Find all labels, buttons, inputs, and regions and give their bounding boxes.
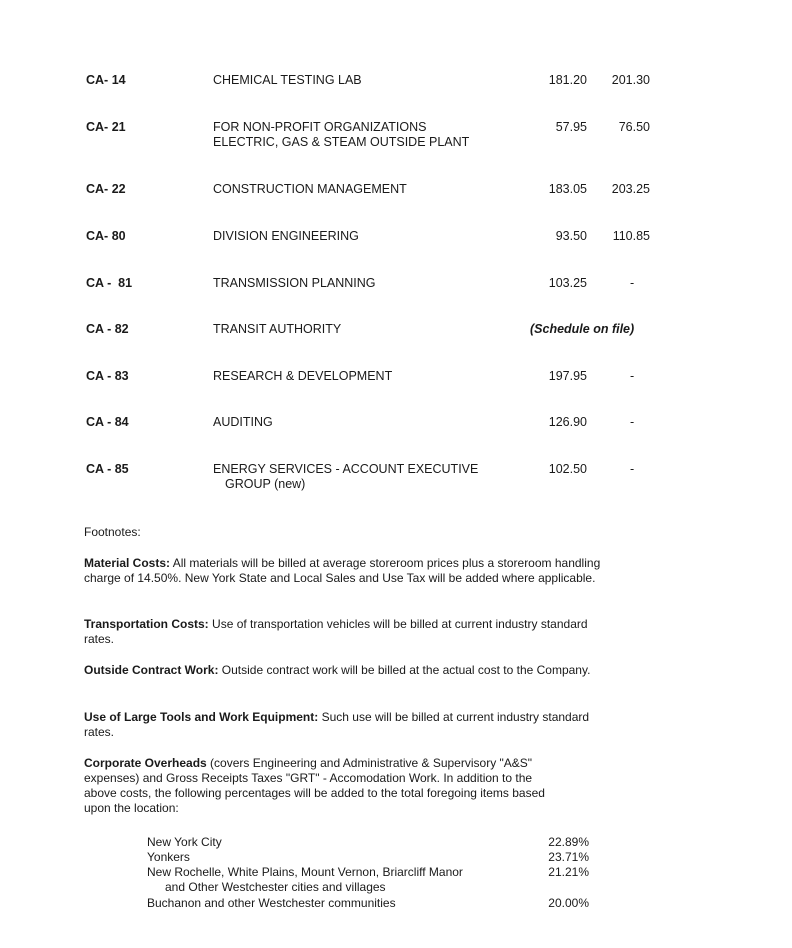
- location-name: Yonkers: [147, 850, 190, 864]
- rate-code: CA - 84: [86, 415, 129, 429]
- rate-code: CA- 14: [86, 73, 126, 87]
- rate-value-1: 126.90: [548, 415, 587, 429]
- rate-value-2: -: [630, 276, 635, 290]
- footnote-material-costs: [84, 556, 604, 586]
- location-name: New York City: [147, 835, 222, 849]
- footnote-text: Such use will be billed at current industry standard rates.: [84, 710, 590, 739]
- footnote-title: Material Costs:: [84, 556, 171, 570]
- footnote-text: Use of transportation vehicles will be billed at current industry standard rates.: [84, 617, 588, 646]
- rate-description: FOR NON-PROFIT ORGANIZATIONS ELECTRIC, GAS & STEAM OUTSIDE PLANT: [213, 120, 470, 149]
- location-name: Buchanon and other Westchester communities: [147, 896, 396, 910]
- rate-value-2: 110.85: [612, 229, 650, 243]
- rate-description: CONSTRUCTION MANAGEMENT: [213, 182, 407, 196]
- footnote-text: All materials will be billed at average storeroom prices plus a storeroom handling charge of 14.50%. New York State and Local Sales and Use Tax will be added where applicable.: [84, 556, 601, 585]
- schedule-note: (Schedule on file): [530, 322, 635, 336]
- location-percentage: 20.00%: [548, 896, 589, 910]
- rate-row: [0, 120, 792, 160]
- rate-value-2: 201.30: [611, 73, 650, 87]
- rate-value-1: 93.50: [555, 229, 587, 243]
- rate-value-1: 183.05: [548, 182, 587, 196]
- rate-code: CA - 83: [86, 369, 129, 383]
- footnote-title: Outside Contract Work:: [84, 663, 219, 677]
- rate-value-2: -: [630, 415, 635, 429]
- rate-description: RESEARCH & DEVELOPMENT: [213, 369, 393, 383]
- rate-row: [0, 276, 792, 316]
- footnote-title: Transportation Costs:: [84, 617, 209, 631]
- footnote-text: (covers Engineering and Administrative & Supervisory "A&S" expenses) and Gross Receipts Taxes "GRT" - Accomodation Work. In addition to the above costs, the following percentages will be added to the total foregoing items based upon the location:: [84, 756, 545, 815]
- rate-code: CA - 82: [86, 322, 129, 336]
- rate-code: CA- 80: [86, 229, 126, 243]
- footnote-transportation-costs: [84, 617, 604, 647]
- rate-code: CA- 21: [86, 120, 126, 134]
- footnote-title: Use of Large Tools and Work Equipment:: [84, 710, 319, 724]
- location-percentage: 23.71%: [548, 850, 589, 864]
- location-name-continued: and Other Westchester cities and villages: [165, 880, 386, 894]
- rate-row: [0, 369, 792, 409]
- rate-value-1: 103.25: [548, 276, 587, 290]
- footnote-outside-contract-work: [84, 663, 604, 678]
- rate-description: AUDITING: [213, 415, 273, 429]
- rate-row: [0, 73, 792, 113]
- rate-row: [0, 462, 792, 502]
- rate-description: ENERGY SERVICES - ACCOUNT EXECUTIVE GROUP (new): [213, 462, 479, 491]
- rate-description: TRANSIT AUTHORITY: [213, 322, 342, 336]
- rate-code: CA - 81: [86, 276, 133, 290]
- footnote-corporate-overheads: [84, 756, 554, 816]
- rate-code: CA- 22: [86, 182, 126, 196]
- footnote-title: Corporate Overheads: [84, 756, 207, 770]
- rate-description: TRANSMISSION PLANNING: [213, 276, 376, 290]
- rate-row: [0, 229, 792, 269]
- location-percentage: 22.89%: [548, 835, 589, 849]
- rate-value-2: 76.50: [618, 120, 650, 134]
- rate-row: [0, 415, 792, 455]
- rate-value-2: -: [630, 369, 635, 383]
- rate-value-1: 181.20: [548, 73, 587, 87]
- rate-description: CHEMICAL TESTING LAB: [213, 73, 362, 87]
- location-name: New Rochelle, White Plains, Mount Vernon, Briarcliff Manor: [147, 865, 463, 879]
- footnotes-heading: Footnotes:: [84, 525, 141, 539]
- rate-value-1: 57.95: [555, 120, 587, 134]
- rate-row: [0, 322, 792, 362]
- rate-code: CA - 85: [86, 462, 129, 476]
- location-percentage: 21.21%: [548, 865, 589, 879]
- footnote-large-tools: [84, 710, 604, 740]
- footnote-text: Outside contract work will be billed at the actual cost to the Company.: [218, 663, 591, 677]
- rate-description: DIVISION ENGINEERING: [213, 229, 359, 243]
- rate-value-2: 203.25: [611, 182, 650, 196]
- rate-row: [0, 182, 792, 222]
- rate-value-2: -: [630, 462, 635, 476]
- rate-value-1: 197.95: [548, 369, 587, 383]
- rate-value-1: 102.50: [548, 462, 587, 476]
